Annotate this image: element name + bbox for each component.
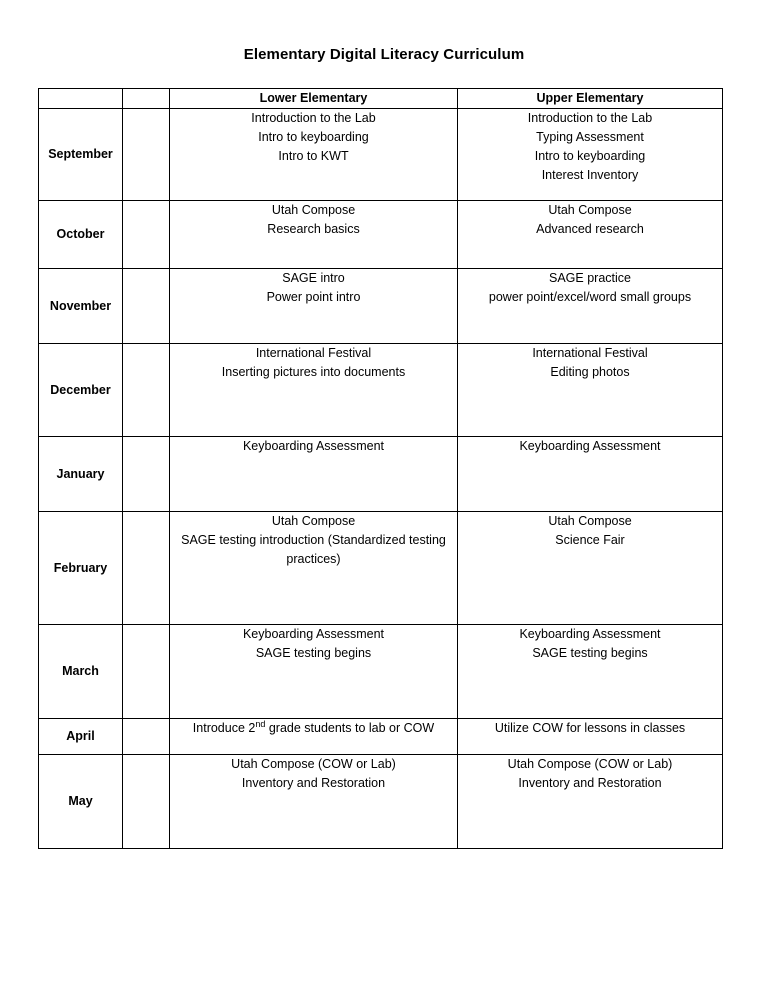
empty-cell <box>123 109 170 201</box>
month-label: December <box>39 344 123 437</box>
month-label: January <box>39 437 123 512</box>
activity-item: power point/excel/word small groups <box>488 290 692 304</box>
activity-item: SAGE practice <box>549 271 631 285</box>
activity-item: Research basics <box>267 222 360 236</box>
activity-item: Keyboarding Assessment <box>519 627 661 641</box>
activity-item: Inventory and Restoration <box>241 776 386 790</box>
empty-cell <box>123 201 170 269</box>
activity-item: Inserting pictures into documents <box>221 365 406 379</box>
activity-item: Utah Compose <box>548 514 632 528</box>
upper-elementary-cell <box>458 719 723 755</box>
upper-elementary-cell <box>458 344 723 437</box>
month-label: March <box>39 625 123 719</box>
empty-cell <box>123 437 170 512</box>
table-row-february <box>39 512 723 625</box>
activity-item: Introduction to the Lab <box>527 111 653 125</box>
activity-item: Typing Assessment <box>536 130 644 144</box>
activity-item: Keyboarding Assessment <box>242 439 385 453</box>
lower-elementary-cell <box>170 719 458 755</box>
upper-elementary-cell <box>458 512 723 625</box>
activity-item: SAGE testing introduction (Standardized testing practices) <box>181 533 446 566</box>
empty-cell <box>123 344 170 437</box>
header-row <box>39 89 723 109</box>
page-title: Elementary Digital Literacy Curriculum <box>243 46 525 63</box>
month-label: September <box>39 109 123 201</box>
lower-elementary-cell <box>170 755 458 849</box>
activity-item: Power point intro <box>266 290 361 304</box>
table-row-april <box>39 719 723 755</box>
lower-elementary-cell <box>170 625 458 719</box>
empty-cell <box>123 719 170 755</box>
activity-item: International Festival <box>532 346 648 360</box>
activity-item: Introduction to the Lab <box>251 111 376 125</box>
empty-cell <box>123 625 170 719</box>
activity-item: Advanced research <box>536 222 644 236</box>
activity-item: Utah Compose (COW or Lab) <box>507 757 673 771</box>
activity-item: Utilize COW for lessons in classes <box>494 721 686 735</box>
activity-text: Introduce 2 <box>192 721 256 735</box>
month-header-cell <box>39 89 123 109</box>
activity-item: Intro to keyboarding <box>534 149 646 163</box>
upper-elementary-cell <box>458 109 723 201</box>
activity-item: Intro to keyboarding <box>258 130 369 144</box>
activity-item: Utah Compose <box>271 203 356 217</box>
empty-cell <box>123 755 170 849</box>
activity-item: SAGE testing begins <box>255 646 372 660</box>
activity-item: Keyboarding Assessment <box>242 627 385 641</box>
activity-item: Utah Compose (COW or Lab) <box>231 757 396 771</box>
superscript-ordinal: nd <box>255 718 266 729</box>
upper-elementary-cell <box>458 201 723 269</box>
spacer-header-cell <box>123 89 170 109</box>
activity-item: Utah Compose <box>548 203 632 217</box>
activity-item: SAGE intro <box>282 271 345 285</box>
lower-elementary-cell <box>170 437 458 512</box>
table-row-november <box>39 269 723 344</box>
month-label: May <box>39 755 123 849</box>
activity-item: Inventory and Restoration <box>518 776 662 790</box>
activity-item: International Festival <box>255 346 372 360</box>
activity-item: Intro to KWT <box>278 149 349 163</box>
month-label: November <box>39 269 123 344</box>
upper-elementary-cell <box>458 437 723 512</box>
table-row-may <box>39 755 723 849</box>
empty-cell <box>123 512 170 625</box>
curriculum-table <box>38 88 723 849</box>
lower-elementary-cell <box>170 344 458 437</box>
lower-elementary-cell <box>170 512 458 625</box>
month-label: October <box>39 201 123 269</box>
table-row-march <box>39 625 723 719</box>
upper-elementary-cell <box>458 269 723 344</box>
table-row-october <box>39 201 723 269</box>
activity-text: grade students to lab or COW <box>265 721 435 735</box>
table-row-december <box>39 344 723 437</box>
upper-elementary-cell <box>458 755 723 849</box>
activity-item: Keyboarding Assessment <box>519 439 661 453</box>
activity-item: Interest Inventory <box>541 168 639 182</box>
empty-cell <box>123 269 170 344</box>
lower-elementary-cell <box>170 109 458 201</box>
upper-elementary-cell <box>458 625 723 719</box>
activity-item <box>170 719 457 738</box>
month-label: February <box>39 512 123 625</box>
table-row-september <box>39 109 723 201</box>
activity-item: Editing photos <box>550 365 630 379</box>
upper-elementary-header: Upper Elementary <box>458 89 723 109</box>
lower-elementary-cell <box>170 201 458 269</box>
lower-elementary-header: Lower Elementary <box>170 89 458 109</box>
activity-item: Science Fair <box>555 533 625 547</box>
activity-item: Utah Compose <box>271 514 356 528</box>
month-label: April <box>39 719 123 755</box>
activity-item: SAGE testing begins <box>532 646 648 660</box>
lower-elementary-cell <box>170 269 458 344</box>
table-row-january <box>39 437 723 512</box>
